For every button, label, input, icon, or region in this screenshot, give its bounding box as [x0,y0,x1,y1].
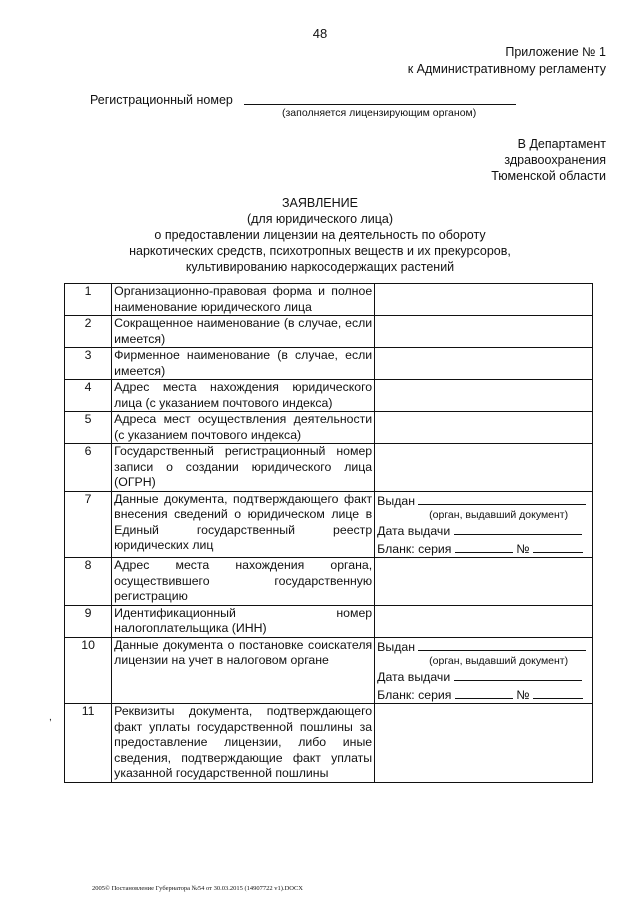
row-number: 9 [65,605,112,637]
row-description: Адрес места нахождения юридического лица (с указанием почтового индекса) [112,380,375,412]
blank-series-field[interactable] [455,686,513,699]
number-sign: № [516,687,530,702]
row-description: Реквизиты документа, подтверждающего факт уплаты государственной пошлины за предоставление лицензии, либо иные сведения, подтверждающие факт уплаты указанной государственной пошлины [112,704,375,783]
page-number: 48 [312,26,328,41]
appendix-header [408,44,606,78]
row-value-field[interactable] [375,558,593,606]
row-number: 5 [65,412,112,444]
row-number: 3 [65,348,112,380]
document-title [0,195,640,275]
recipient-line-2: здравоохранения [504,153,606,167]
title-heading: ЗАЯВЛЕНИЕ [281,196,358,210]
issued-label: Выдан [377,639,416,654]
row-description: Данные документа о постановке соискателя лицензии на учет в налоговом органе [112,637,375,704]
row-number: 6 [65,444,112,492]
table-row [65,558,593,606]
row-number: 1 [65,284,112,316]
issuer-note: (орган, выдавший документ) [429,509,569,521]
table-row [65,605,593,637]
issued-document-block [375,491,593,558]
table-row [65,380,593,412]
issuer-note: (орган, выдавший документ) [429,655,569,667]
table-row [65,316,593,348]
table-row [65,637,593,704]
table-row [65,412,593,444]
blank-series-field[interactable] [455,540,513,553]
issue-date-label: Дата выдачи [377,524,451,538]
row-number: 2 [65,316,112,348]
row-value-field[interactable] [375,348,593,380]
row-description: Фирменное наименование (в случае, если имеется) [112,348,375,380]
row-number: 8 [65,558,112,606]
row-number: 11 [65,704,112,783]
issued-by-field[interactable] [418,492,586,505]
registration-note: (заполняется лицензирующим органом) [282,107,477,119]
appendix-line-2: к Административному регламенту [407,62,606,76]
row-description: Адрес места нахождения органа, осуществившего государственную регистрацию [112,558,375,606]
margin-mark: , [49,712,52,723]
row-number: 7 [65,491,112,558]
row-description: Идентификационный номер налогоплательщика (ИНН) [112,605,375,637]
number-sign: № [516,541,530,556]
row-value-field[interactable] [375,704,593,783]
issue-date-field[interactable] [454,668,582,681]
issued-by-field[interactable] [418,638,586,651]
recipient-block [491,136,606,184]
blank-number-field[interactable] [533,686,583,699]
table-row [65,444,593,492]
table-row [65,491,593,558]
row-value-field[interactable] [375,444,593,492]
issued-label: Выдан [377,493,416,508]
appendix-line-1: Приложение № 1 [505,45,606,59]
issue-date-field[interactable] [454,522,582,535]
row-number: 10 [65,637,112,704]
row-description: Данные документа, подтверждающего факт внесения сведений о юридическом лице в Единый государственный реестр юридических лиц [112,491,375,558]
recipient-line-1: В Департамент [517,137,606,151]
table-row [65,704,593,783]
blank-series-label: Бланк: серия [377,541,452,556]
recipient-line-3: Тюменской области [491,169,606,183]
title-subheading: (для юридического лица) [246,212,394,226]
footer-file-reference: 2005© Постановление Губернатора №54 от 30.03.2015 (14907722 v1).DOCX [92,885,303,892]
title-line-2: наркотических средств, психотропных веществ и их прекурсоров, [129,244,511,258]
row-description: Адреса мест осуществления деятельности (с указанием почтового индекса) [112,412,375,444]
row-description: Государственный регистрационный номер записи о создании юридического лица (ОГРН) [112,444,375,492]
row-value-field[interactable] [375,380,593,412]
table-row [65,284,593,316]
issue-date-label: Дата выдачи [377,670,451,684]
title-line-3: культивированию наркосодержащих растений [185,260,455,274]
row-number: 4 [65,380,112,412]
title-line-1: о предоставлении лицензии на деятельность по обороту [154,228,486,242]
blank-number-field[interactable] [533,540,583,553]
row-value-field[interactable] [375,605,593,637]
row-value-field[interactable] [375,284,593,316]
issued-document-block [375,637,593,704]
row-description: Организационно-правовая форма и полное наименование юридического лица [112,284,375,316]
blank-series-label: Бланк: серия [377,687,452,702]
registration-label: Регистрационный номер [90,93,233,107]
table-row [65,348,593,380]
registration-number-line[interactable] [244,104,516,105]
row-description: Сокращенное наименование (в случае, если имеется) [112,316,375,348]
application-form-table [64,283,593,783]
row-value-field[interactable] [375,316,593,348]
row-value-field[interactable] [375,412,593,444]
